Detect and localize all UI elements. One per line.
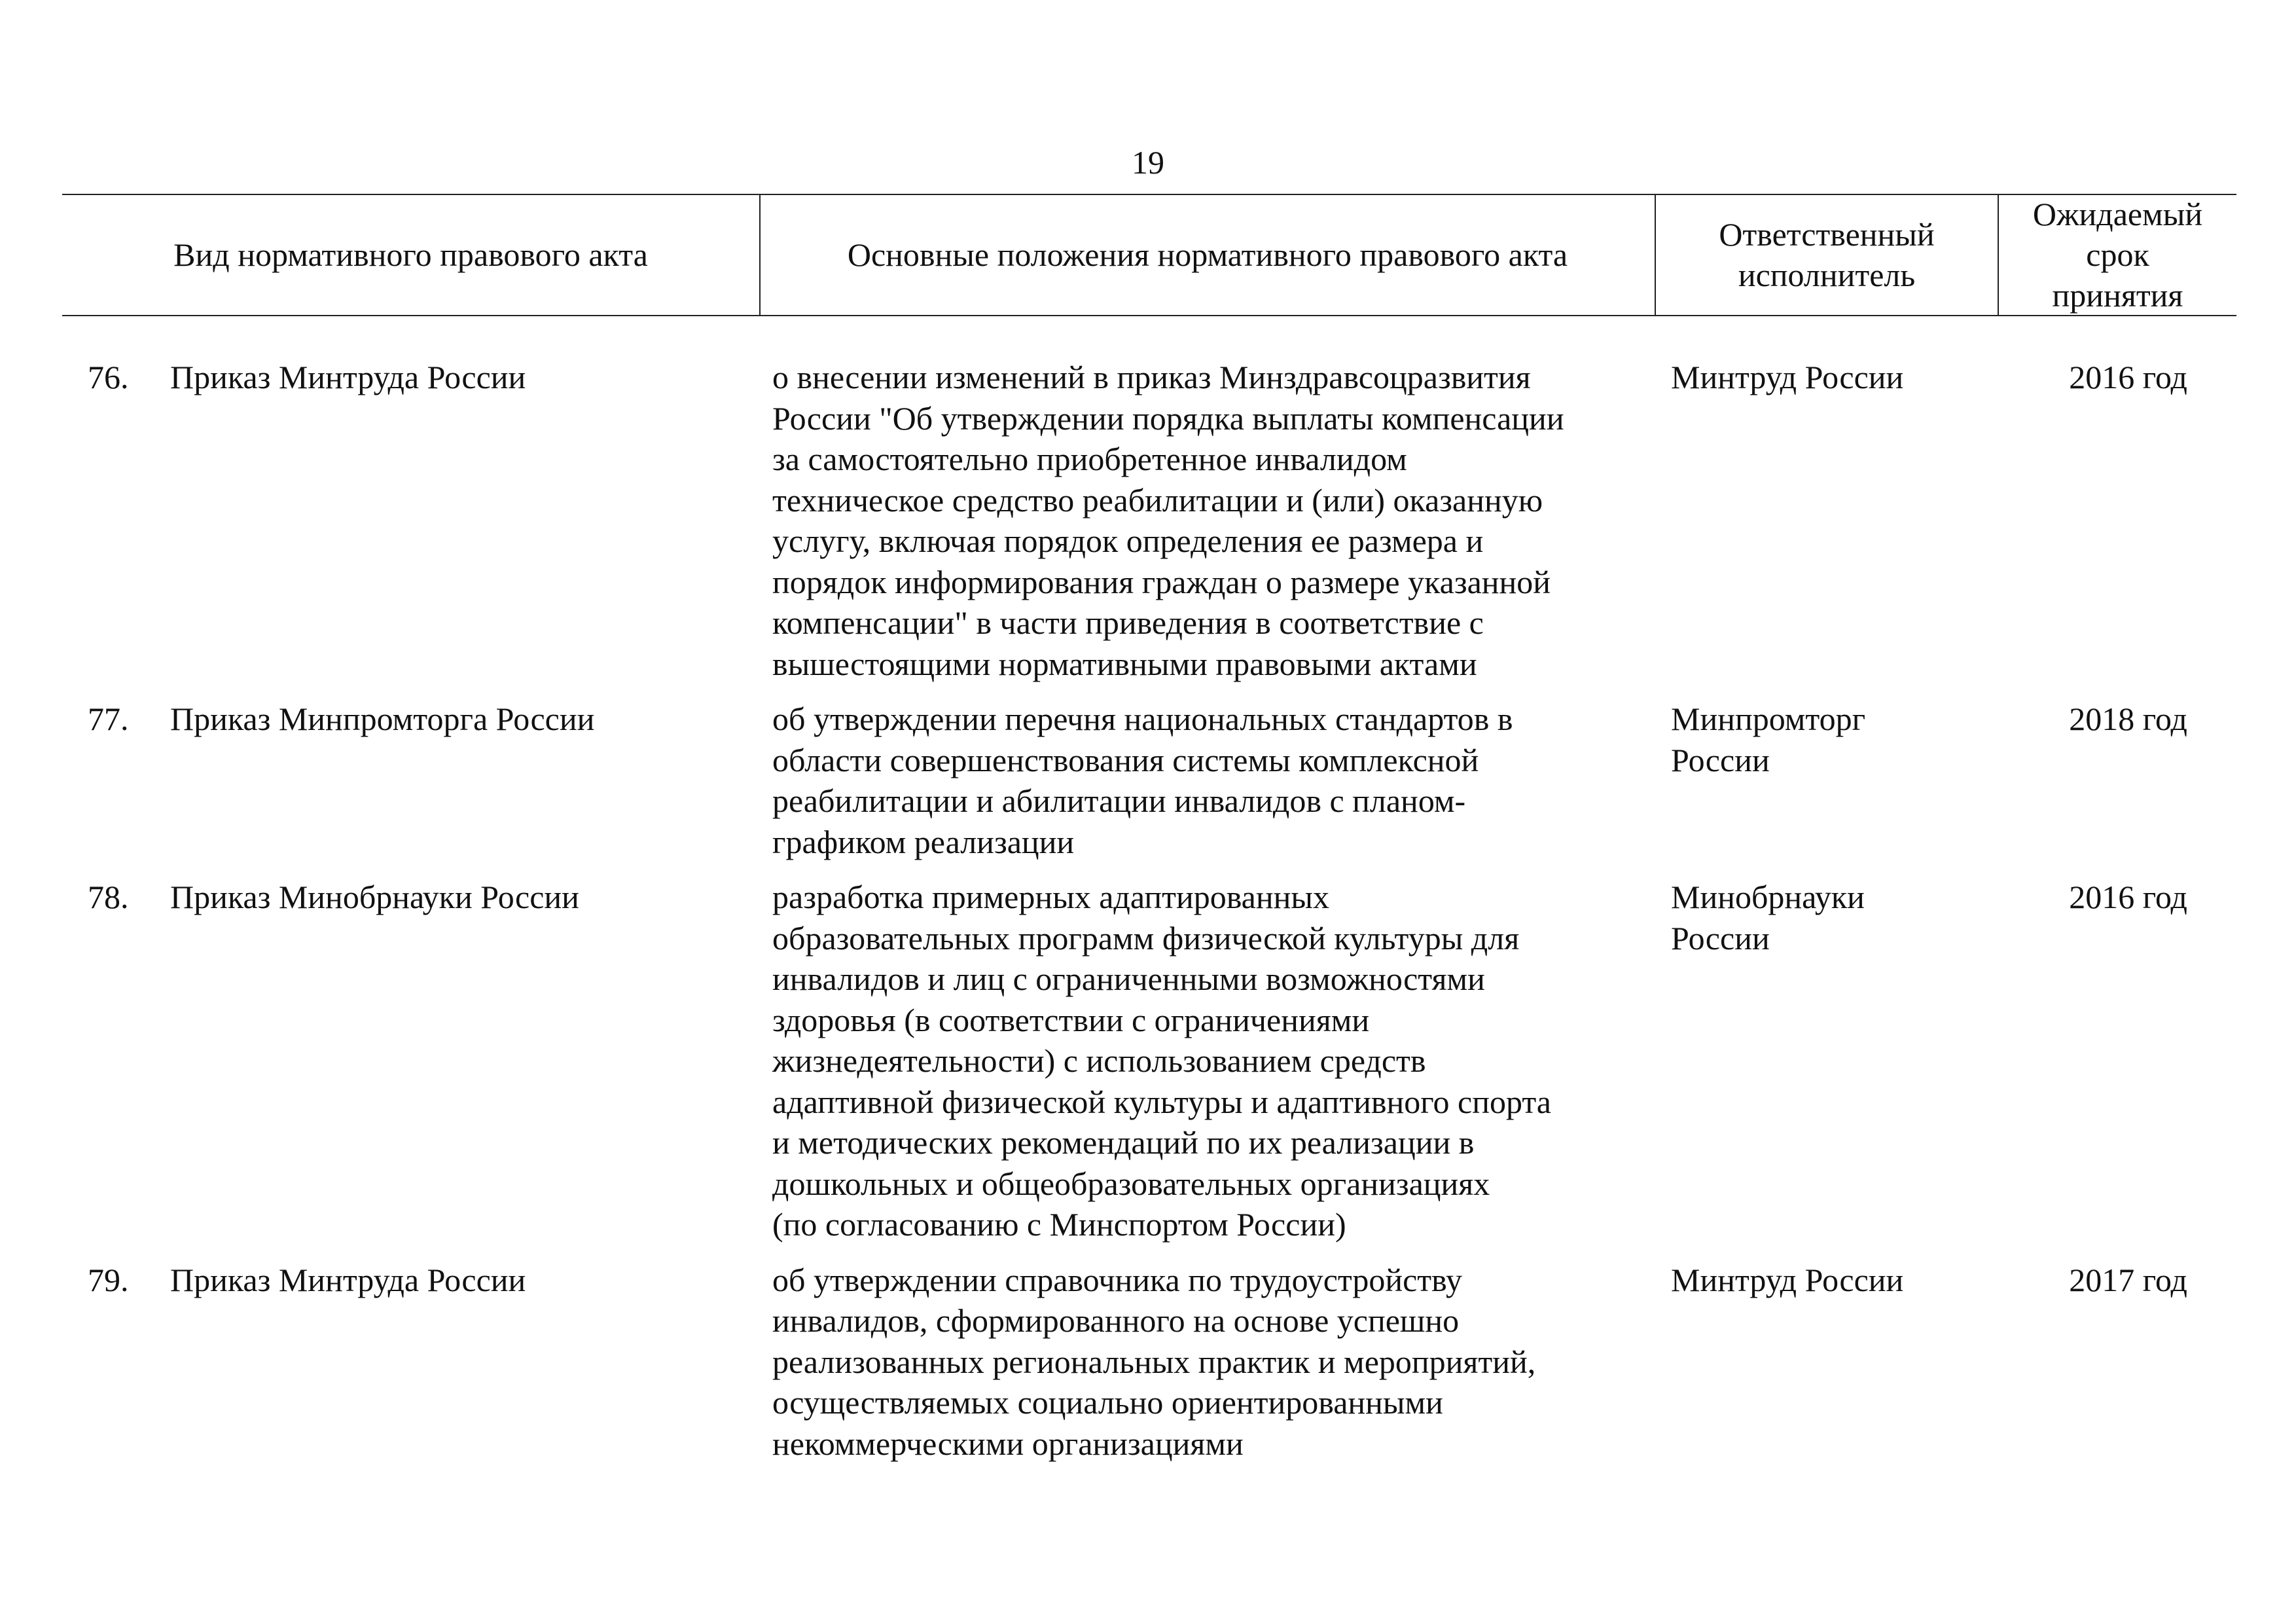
table-row <box>0 1260 2296 1465</box>
provision-line: здоровья (в соответствии с ограничениями <box>772 1001 1370 1038</box>
provision-line: об утверждении перечня национальных стандартов в <box>772 701 1513 737</box>
expected-deadline: 2018 год <box>2069 701 2187 737</box>
header-deadline: Ожидаемый срок принятия <box>2032 195 2203 314</box>
table-row <box>0 877 2296 1245</box>
table-row <box>0 357 2296 684</box>
table-row <box>0 699 2296 862</box>
provision-line: разработка примерных адаптированных <box>772 879 1329 915</box>
row-number: 78. <box>88 879 129 915</box>
table-header-bottom-rule <box>62 315 2236 316</box>
provision-line: порядок информирования граждан о размере указанной <box>772 563 1551 600</box>
act-type: Приказ Минпромторга России <box>170 701 595 737</box>
header-act-type: Вид нормативного правового акта <box>173 236 648 273</box>
row-number: 76. <box>88 359 129 395</box>
provision-line: инвалидов, сформированного на основе успешно <box>772 1302 1460 1339</box>
executor-line: Минтруд России <box>1671 1261 1904 1298</box>
provision-line: за самостоятельно приобретенное инвалидом <box>772 441 1407 477</box>
provision-line: инвалидов и лиц с ограниченными возможностями <box>772 960 1485 997</box>
executor-line: Минобрнауки <box>1671 879 1865 915</box>
executor-line: Минпромторг <box>1671 701 1866 737</box>
executor-line: Минтруд России <box>1671 359 1904 395</box>
provision-line: осуществляемых социально ориентированными <box>772 1384 1443 1421</box>
row-number: 79. <box>88 1261 129 1298</box>
provision-line: об утверждении справочника по трудоустройству <box>772 1261 1463 1298</box>
expected-deadline: 2016 год <box>2069 359 2187 395</box>
provision-line: адаптивной физической культуры и адаптивного спорта <box>772 1083 1551 1120</box>
provision-line: дошкольных и общеобразовательных организациях <box>772 1165 1490 1202</box>
provision-line: и методических рекомендаций по их реализации в <box>772 1124 1475 1161</box>
responsible-executor <box>1671 699 1985 780</box>
page-number: 19 <box>1132 144 1164 181</box>
responsible-executor <box>1671 1260 1985 1301</box>
header-executor: Ответственный исполнитель <box>1719 215 1935 293</box>
executor-line: России <box>1671 741 1770 778</box>
table-body <box>0 357 2296 1464</box>
provision-line: услугу, включая порядок определения ее размера и <box>772 522 1484 559</box>
provision-line: компенсации" в части приведения в соответствие с <box>772 604 1484 641</box>
provision-line: о внесении изменений в приказ Минздравсоцразвития <box>772 359 1531 395</box>
act-provisions <box>772 699 1649 862</box>
act-provisions <box>772 877 1649 1245</box>
executor-line: России <box>1671 919 1770 957</box>
provision-line: реабилитации и абилитации инвалидов с планом- <box>772 782 1466 819</box>
act-type: Приказ Минобрнауки России <box>170 879 579 915</box>
responsible-executor <box>1671 357 1985 398</box>
provision-line: реализованных региональных практик и мероприятий, <box>772 1343 1536 1380</box>
act-provisions <box>772 1260 1649 1465</box>
provision-line: образовательных программ физической культуры для <box>772 919 1520 957</box>
provision-line: (по согласованию с Минспортом России) <box>772 1206 1346 1243</box>
act-provisions <box>772 357 1649 684</box>
provision-line: области совершенствования системы комплексной <box>772 741 1479 778</box>
provision-line: России "Об утверждении порядка выплаты компенсации <box>772 399 1564 437</box>
provision-line: графиком реализации <box>772 823 1075 860</box>
act-type: Приказ Минтруда России <box>170 1261 526 1298</box>
provision-line: вышестоящими нормативными правовыми актами <box>772 645 1477 682</box>
provision-line: жизнедеятельности) с использованием средств <box>772 1042 1426 1079</box>
expected-deadline: 2017 год <box>2069 1261 2187 1298</box>
act-type: Приказ Минтруда России <box>170 359 526 395</box>
provision-line: техническое средство реабилитации и (или) оказанную <box>772 481 1543 519</box>
header-provisions: Основные положения нормативного правового акта <box>847 236 1568 273</box>
provision-line: некоммерческими организациями <box>772 1425 1244 1462</box>
responsible-executor <box>1671 877 1985 958</box>
row-number: 77. <box>88 701 129 737</box>
expected-deadline: 2016 год <box>2069 879 2187 915</box>
